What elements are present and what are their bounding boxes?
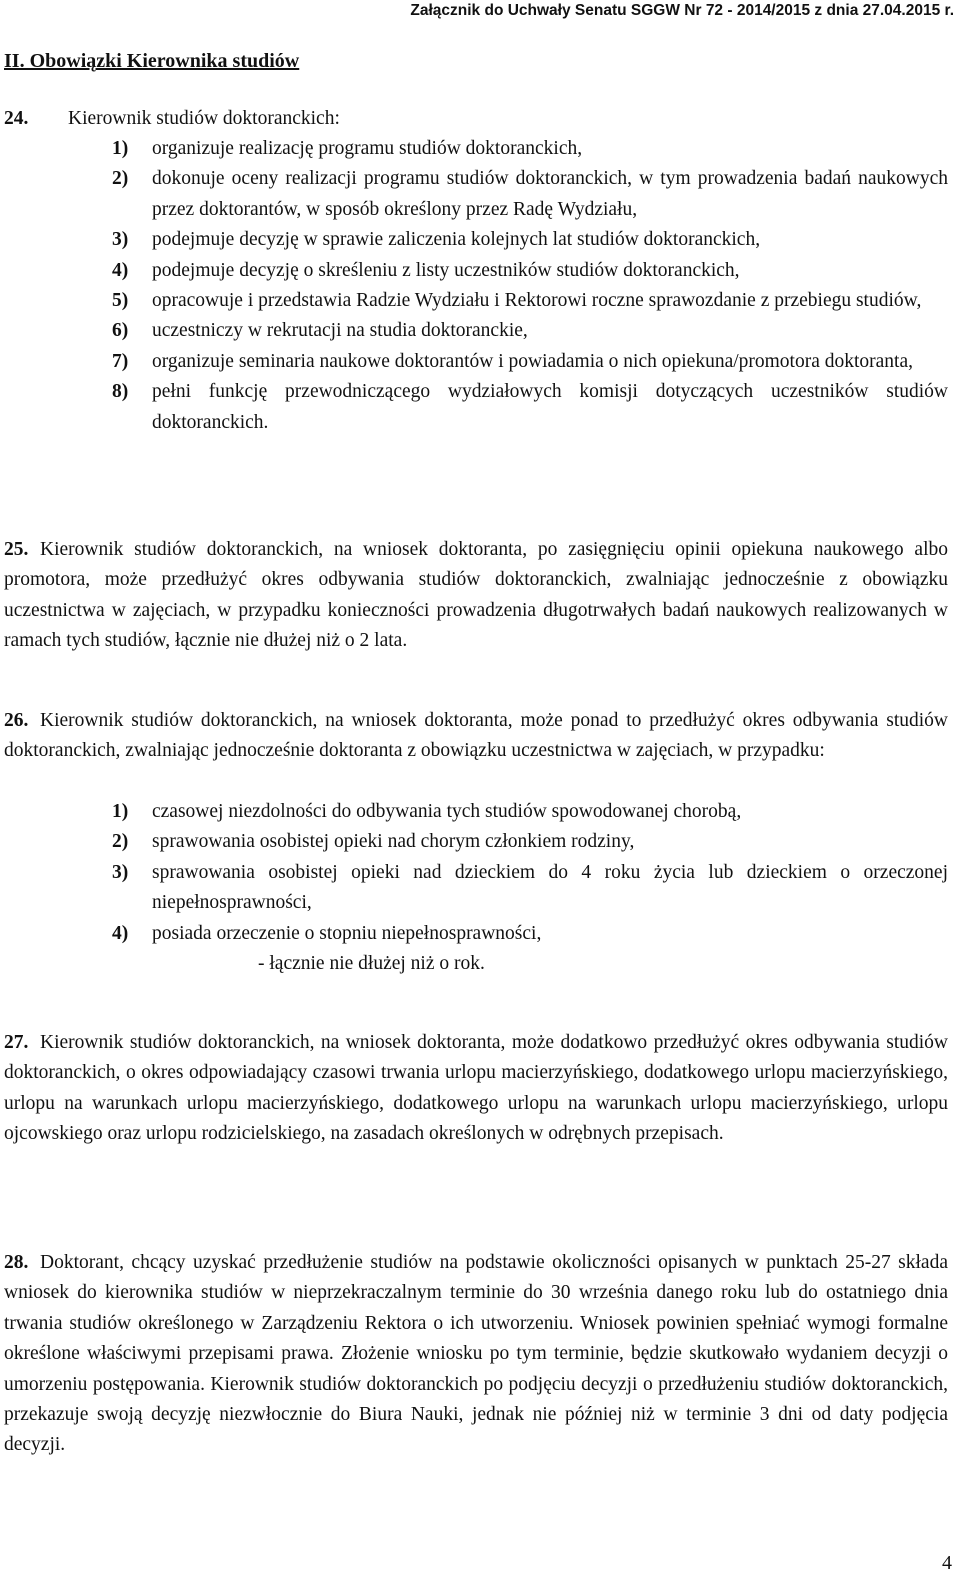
paragraph-number: 26. [4, 710, 29, 731]
paragraph-28 [4, 1248, 948, 1461]
paragraph-text: Kierownik studiów doktoranckich, na wniosek doktoranta, po zasięgnięciu opinii opiekuna naukowego albo promotora, może przedłużyć okres odbywania studiów doktoranckich, zwalniając jednocześnie z obowiązku uczestnictwa w zajęciach, w przypadku konieczności prowadzenia długotrwałych badań naukowych realizowanych w ramach tych studiów, łącznie nie dłużej niż o 2 lata. [4, 539, 948, 652]
list-item-number: 7) [112, 350, 129, 372]
paragraph-27 [4, 1028, 948, 1150]
list-item-text: sprawowania osobistej opieki nad dzieckiem do 4 roku życia lub dzieckiem o orzeczonej niepełnosprawności, [152, 861, 948, 914]
paragraph-text: Kierownik studiów doktoranckich, na wniosek doktoranta, może ponad to przedłużyć okres odbywania studiów doktoranckich, zwalniając jednocześnie doktoranta z obowiązku uczestnictwa w zajęciach, w przypadku: [4, 710, 948, 762]
list-item-number: 3) [112, 861, 129, 883]
list-item-number: 1) [112, 138, 129, 159]
list-item [112, 134, 948, 164]
list-item-text: czasowej niezdolności do odbywania tych studiów spowodowanej chorobą, [152, 801, 742, 822]
list-item-text: dokonuje oceny realizacji programu studiów doktoranckich, w tym prowadzenia badań naukowych przez doktorantów, w sposób określony przez Radę Wydziału, [152, 168, 948, 220]
list-item [112, 377, 948, 438]
list-item [112, 225, 948, 255]
list-item-text: podejmuje decyzję w sprawie zaliczenia kolejnych lat studiów doktoranckich, [152, 229, 761, 251]
list-item-number: 6) [112, 320, 129, 342]
list-item-number: 2) [112, 168, 129, 190]
list-item [112, 164, 948, 225]
paragraph-text: Kierownik studiów doktoranckich, na wniosek doktoranta, może dodatkowo przedłużyć okres odbywania studiów doktoranckich, o okres odpowiadający czasowi trwania urlopu macierzyńskiego, dodatkowego urlopu macierzyńskiego, urlopu na warunkach urlopu macierzyńskiego, dodatkowego urlopu na warunkach urlopu macierzyńskiego, urlopu ojcowskiego oraz urlopu rodzicielskiego, na zasadach określonych w odrębnych przepisach. [4, 1032, 948, 1145]
list-item-number: 3) [112, 229, 129, 251]
paragraph-26-list [112, 797, 948, 949]
paragraph-number: 24. [4, 108, 29, 129]
section-title: II. Obowiązki Kierownika studiów [4, 50, 300, 72]
list-item-text: pełni funkcję przewodniczącego wydziałowych komisji dotyczących uczestników studiów doktoranckich. [152, 381, 948, 433]
list-item-text: uczestniczy w rekrutacji na studia doktoranckie, [152, 320, 528, 342]
paragraph-number: 27. [4, 1032, 29, 1053]
list-item [112, 858, 948, 919]
list-item [112, 347, 948, 377]
paragraph-24-list [112, 134, 948, 438]
paragraph-intro: Kierownik studiów doktoranckich: [68, 108, 340, 129]
list-item [112, 827, 948, 857]
list-item-number: 5) [112, 290, 129, 312]
paragraph-number: 28. [4, 1252, 29, 1273]
paragraph-24 [4, 104, 948, 134]
list-item-number: 4) [112, 922, 129, 944]
document-header-note: Załącznik do Uchwały Senatu SGGW Nr 72 - 2014/2015 z dnia 27.04.2015 r. [410, 2, 954, 19]
list-item-text: opracowuje i przedstawia Radzie Wydziału i Rektorowi roczne sprawozdanie z przebiegu studiów, [152, 290, 922, 312]
page-number: 4 [942, 1552, 952, 1574]
list-item-number: 8) [112, 381, 129, 403]
list-item-text: organizuje realizację programu studiów doktoranckich, [152, 138, 583, 159]
list-item [112, 797, 948, 827]
list-item-text: organizuje seminaria naukowe doktorantów i powiadamia o nich opiekuna/promotora doktoranta, [152, 350, 914, 372]
paragraph-26-closing: - łącznie nie dłużej niż o rok. [258, 953, 485, 974]
list-item [112, 286, 948, 316]
list-item-number: 4) [112, 259, 129, 281]
paragraph-text: Doktorant, chcący uzyskać przedłużenie studiów na podstawie okoliczności opisanych w punktach 25-27 składa wniosek do kierownika studiów w nieprzekraczalnym terminie do 30 września danego roku lub do ostatniego dnia trwania studiów określonego w Zarządzeniu Rektora o ich utworzeniu. Wniosek powinien spełniać wymogi formalne określone właściwymi przepisami prawa. Złożenie wniosku po tym terminie, będzie skutkowało wydaniem decyzji o umorzeniu postępowania. Kierownik studiów doktoranckich po podjęciu decyzji o przedłużeniu studiów doktoranckich, przekazuje swoją decyzję niezwłocznie do Biura Nauki, jednak nie później niż w terminie 3 dni od daty podjęcia decyzji. [4, 1252, 948, 1456]
list-item-text: posiada orzeczenie o stopniu niepełnosprawności, [152, 922, 542, 944]
list-item-number: 1) [112, 801, 129, 822]
paragraph-26 [4, 706, 948, 767]
list-item [112, 316, 948, 346]
list-item-text: podejmuje decyzję o skreśleniu z listy uczestników studiów doktoranckich, [152, 259, 740, 281]
paragraph-number: 25. [4, 539, 29, 560]
list-item [112, 256, 948, 286]
list-item-number: 2) [112, 831, 129, 853]
list-item-text: sprawowania osobistej opieki nad chorym członkiem rodziny, [152, 831, 635, 853]
paragraph-25 [4, 535, 948, 657]
list-item [112, 919, 948, 949]
